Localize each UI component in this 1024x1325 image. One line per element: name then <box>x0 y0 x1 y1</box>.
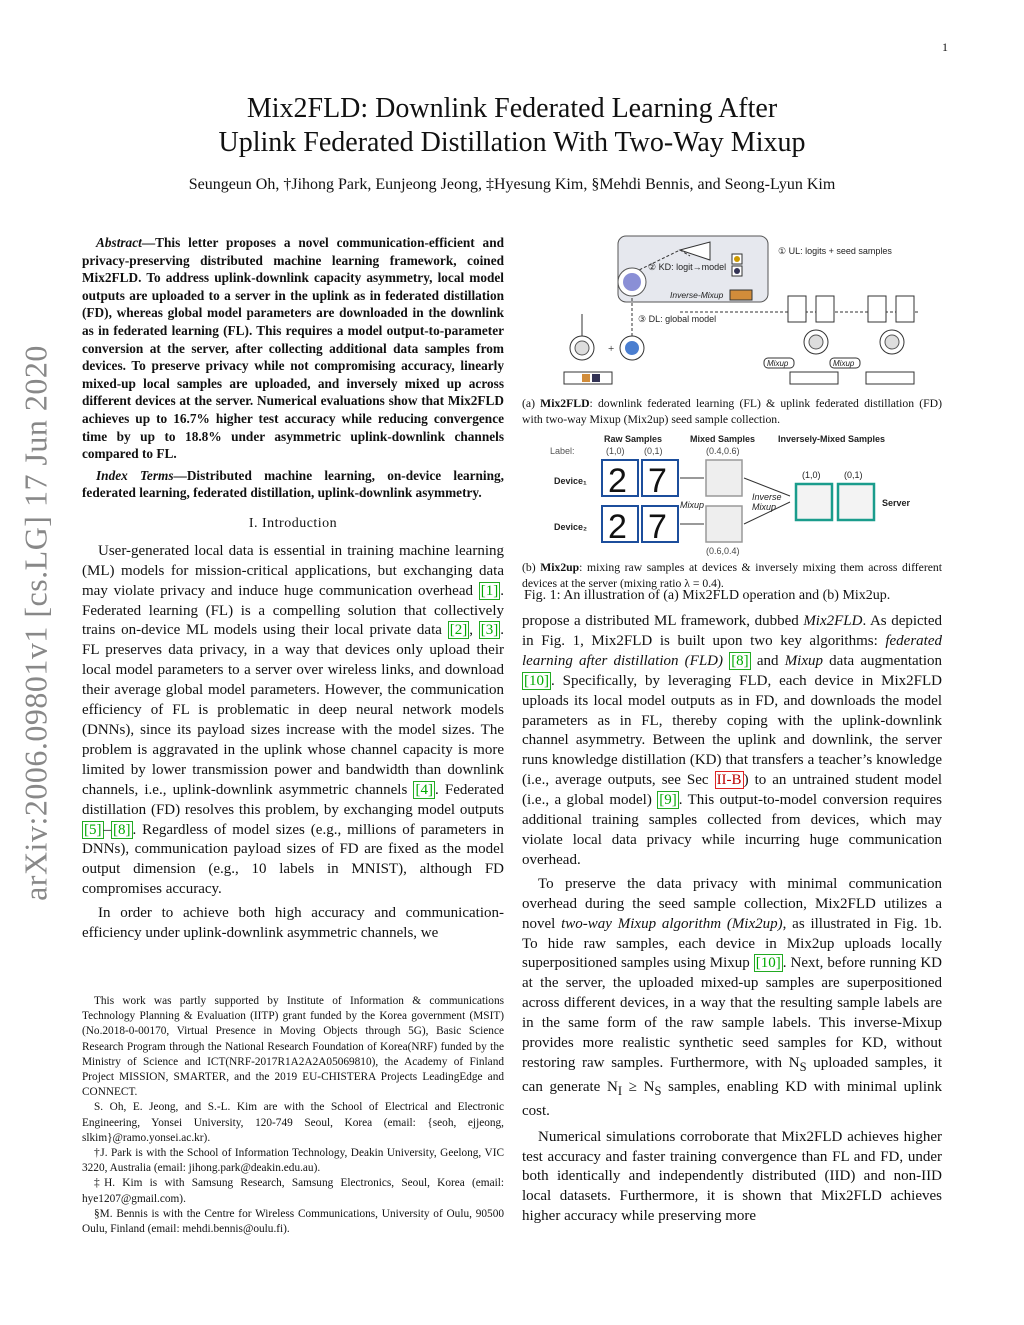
figure-1-caption: Fig. 1: An illustration of (a) Mix2FLD operation and (b) Mix2up. <box>524 588 891 603</box>
logit-dot-icon <box>734 268 740 274</box>
mixed-samples <box>706 460 742 542</box>
label-raw-1: (1,0) <box>606 446 625 456</box>
body-text: data augmentation <box>823 652 942 669</box>
logit-dot-icon <box>734 256 740 262</box>
kd-label: ② KD: logit→model <box>648 262 727 272</box>
footnote-samsung: ‡H. Kim is with Samsung Research, Samsung Electronics, Seoul, Korea (email: hye1207@gmail.com). <box>82 1177 504 1205</box>
header-inverse-samples: Inversely-Mixed Samples <box>778 434 886 444</box>
body-text: propose a distributed ML framework, dubbed <box>522 613 804 629</box>
intro-text: . Regardless of model sizes (e.g., millions of parameters in DNNs), communication payload sizes of FD are fixed as the model output dimension (e.g., 10 labels in MNIST), although FD compromises accuracy. <box>82 821 504 898</box>
inverse-label: Inverse <box>752 492 782 502</box>
uplink-label: ① UL: logits + seed samples <box>778 246 892 256</box>
figure-1a-diagram <box>520 232 944 392</box>
device-1-label: Device₁ <box>554 476 587 486</box>
mixed-frame <box>706 460 742 496</box>
logit-card-icon <box>896 296 914 322</box>
caption-label: (a) <box>522 397 541 410</box>
digit-2-image: 2 <box>608 508 627 546</box>
title-line-2: Uplink Federated Distillation With Two-Way Mixup <box>218 127 806 158</box>
local-data-box <box>866 372 914 384</box>
intro-text: User-generated local data is essential in training machine learning (ML) models for mission-critical applications, but exchanging data may violate privacy and induce huge communication overhead <box>82 542 504 599</box>
index-terms-label: Index Terms <box>96 467 174 483</box>
index-terms-text: —Distributed machine learning, on-device learning, federated learning, federated distillation, uplink-downlink asymmetry. <box>82 467 504 501</box>
logit-card-icon <box>788 296 806 322</box>
digit-7-image: 7 <box>648 462 667 500</box>
label-mixed-1: (0.4,0.6) <box>706 446 740 456</box>
caption-text: : downlink federated learning (FL) & uplink federated distillation (FD) with two-way Mixup (Mix2up) seed sample collection. <box>522 397 942 426</box>
label-raw-2: (0,1) <box>644 446 663 456</box>
digit-7-image: 7 <box>648 508 667 546</box>
intro-text: . FL preserves data privacy, in a way that devices only upload their local model parameters to a server over wireless links, and download their average global model parameters. However, the communication efficiency of FL is problematic in deep neural network models (DNNs), since its payload sizes increase with the model sizes. The problem is aggravated in the uplink whose channel capacity is more limited by lower transmission power and bandwidth than downlink channels, i.e., uplink-downlink asymmetric channels <box>82 622 505 798</box>
body-text: . This output-to-model conversion requires additional training samples collected from devices, which may violate local data privacy while incurring huge communication overhead. <box>522 792 942 868</box>
body-emphasis: two-way Mixup algorithm (Mix2up) <box>561 915 783 932</box>
right-paragraph-2 <box>522 875 942 1122</box>
caption-text: : mixing raw samples at devices & inversely mixing them across different devices at the server (mixing ratio λ = 0.4). <box>522 561 942 590</box>
page-number: 1 <box>942 40 948 54</box>
paper-title <box>0 92 1024 160</box>
body-text: and <box>750 652 785 669</box>
logit-card-icon <box>868 296 886 322</box>
right-paragraph-1 <box>522 612 942 871</box>
body-text: , as illustrated in Fig. 1b. To hide raw samples, each device in Mix2up uploads locally superpositioned samples using Mixup <box>522 915 942 972</box>
footnote-deakin: †J. Park is with the School of Information Technology, Deakin University, Geelong, VIC 3220, Australia (email: jihong.park@deakin.edu.au). <box>82 1147 504 1175</box>
logit-card-icon <box>816 296 834 322</box>
body-text: . Next, before running KD at the server, the uploaded mixed-up samples are superpositioned across different devices, in a way that the resulting sample labels are in the same form of the raw sample labels. This inverse-Mixup provides more realistic synthetic seed samples for KD, without restoring raw samples. Furthermore, with N <box>522 955 942 1071</box>
subscript: S <box>799 1059 807 1074</box>
abstract-text: —This letter proposes a novel communication-efficient and privacy-preserving distributed machine learning framework, coined Mix2FLD. To address uplink-downlink capacity asymmetry, local model outputs are uploaded to a server in the uplink as in federated distillation (FD), whereas global model parameters are downloaded in the downlink as in federated learning (FL). This requires a model output-to-parameter conversion at the server, after collecting additional data samples from devices. To preserve privacy while not compromising accuracy, linearly mixed-up local samples are uploaded, and inversely mixed up across different devices at the server. Numerical evaluations show that Mix2FLD achieves up to 16.7% higher test accuracy while reducing convergence time by up to 18.8% under asymmetric uplink-downlink channels compared to FL. <box>82 235 504 462</box>
figure-1b-diagram <box>540 432 940 560</box>
arxiv-identifier: arXiv:2006.09801v1 [cs.LG] 17 Jun 2020 <box>17 345 54 901</box>
citation-link[interactable]: [10] <box>524 672 549 689</box>
section-heading: I. Introduction <box>248 515 338 531</box>
citation-link[interactable]: [8] <box>731 652 749 669</box>
footnote-yonsei: S. Oh, E. Jeong, and S.-L. Kim are with the School of Electrical and Electronic Engineering, Yonsei University, 120-749 Seoul, Korea (email: {seoh, ejjeong, slkim}@ramo.yonsei.ac.kr). <box>82 1101 504 1144</box>
body-text: samples, enabling KD with minimal uplink cost. <box>522 1078 942 1119</box>
figure-1a-caption <box>522 396 942 427</box>
body-text: . Specifically, by leveraging FLD, each device in Mix2FLD uploads its local model outputs as in FD, and downloads the model parameters as in FL, thereby coping with the uplink-downlink channel asymmetry. Between the uplink and downlink, the server runs knowledge distillation (KD) that transfers a teacher’s knowledge (i.e., average outputs, see Sec <box>522 672 942 789</box>
citation-link[interactable]: [5] <box>84 821 102 838</box>
footnote-oulu: §M. Bennis is with the Centre for Wireless Communications, University of Oulu, 90500 Oulu, Finland (email: mehdi.bennis@oulu.fi). <box>82 1207 504 1236</box>
caption-bold: Mix2FLD <box>540 397 590 410</box>
body-emphasis: federated learning after distillation (FLD) <box>522 632 942 669</box>
neural-net-icon <box>623 273 641 291</box>
citation-link[interactable]: [10] <box>755 955 781 972</box>
label-inverse-1: (1,0) <box>802 470 821 480</box>
footnotes <box>82 994 504 1237</box>
section-link[interactable]: II-B <box>716 772 742 789</box>
neural-net-icon <box>885 335 899 349</box>
left-column <box>82 234 504 944</box>
local-data-box <box>790 372 838 384</box>
citation-link[interactable]: [9] <box>659 792 677 809</box>
intro-paragraph-2: In order to achieve both high accuracy and communication-efficiency under uplink-downlink asymmetric channels, we <box>82 905 504 942</box>
body-text: . As depicted in Fig. 1, Mix2FLD is built upon two key algorithms: <box>522 613 942 649</box>
header-mixed-samples: Mixed Samples <box>690 434 756 444</box>
citation-link[interactable]: [3] <box>480 622 499 639</box>
raw-samples <box>602 460 678 546</box>
inverse-mixup-label: Inverse-Mixup <box>670 290 724 300</box>
device-2-label: Device₂ <box>554 522 588 532</box>
title-line-1: Mix2FLD: Downlink Federated Learning After <box>246 93 778 124</box>
body-text: To preserve the data privacy with minimal communication overhead during the seed sample collection, Mix2FLD utilizes a novel <box>522 875 942 932</box>
right-paragraph-3: Numerical simulations corroborate that Mix2FLD achieves higher test accuracy and faster training convergence than FL and FD, under both identically and independently distributed (IID) and non-IID local datasets. Furthermore, it is shown that Mix2FLD achieves higher accuracy while preserving more <box>522 1128 942 1225</box>
right-column <box>522 612 942 1227</box>
server-label: Server <box>882 498 911 508</box>
citation-link[interactable]: [1] <box>480 582 499 599</box>
intro-text: . Federated distillation (FD) resolves this problem, by exchanging model outputs <box>82 781 504 818</box>
neural-net-icon <box>809 335 823 349</box>
abstract-label: Abstract <box>96 235 142 250</box>
label-inverse-2: (0,1) <box>844 470 863 480</box>
inverse-mixup-label: Mixup <box>752 502 777 512</box>
body-emphasis: Mixup <box>784 652 824 669</box>
intro-text: . Federated learning (FL) is a compelling solution that collectively trains on-device ML models using their local private data <box>82 582 504 639</box>
mixup-label-2: Mixup <box>833 359 855 368</box>
label-word: Label: <box>550 446 575 456</box>
label-mixed-2: (0.6,0.4) <box>706 546 740 556</box>
mixup-label-1: Mixup <box>767 359 789 368</box>
subscript: S <box>654 1083 662 1098</box>
inverse-frame <box>796 484 832 520</box>
plus-sign: + <box>608 343 615 355</box>
downlink-label: ③ DL: global model <box>638 314 717 324</box>
digit-2-image: 2 <box>608 462 627 500</box>
inverse-frame <box>838 484 874 520</box>
citation-link[interactable]: [4] <box>415 781 433 798</box>
index-terms <box>82 467 504 502</box>
arxiv-sidebar <box>12 328 60 918</box>
neural-net-icon <box>625 341 639 355</box>
caption-label: (b) <box>522 561 541 574</box>
inverse-samples <box>796 484 874 520</box>
sample-icon <box>582 374 590 382</box>
author-list: Seungeun Oh, †Jihong Park, Eunjeong Jeong, ‡Hyesung Kim, §Mehdi Bennis, and Seong-Lyun Kim <box>188 176 836 193</box>
abstract <box>82 234 504 463</box>
seed-sample-icon <box>730 290 752 300</box>
intro-paragraph-1: User-generated local data is essential in training machine learning (ML) models for mission-critical applications, but exchanging data may violate privacy and induce huge communication overhead [1] . Federated learning (FL) is a compelling solution that collectively trains on-device ML models using their local private data [2] , [3] . FL preserves data privacy, in a way that devices only upload their local model parameters to a server over wireless links, and download their average global model parameters. However, the communication efficiency of FL is problematic in deep neural network models (DNNs), since its payload sizes increase with the model sizes. The problem is aggravated in the uplink whose channel capacity is more limited by lower transmission power and bandwidth than downlink channels, i.e., uplink-downlink asymmetric channels [4] . Federated distillation (FD) resolves this problem, by exchanging model outputs [5] – [8] . Regardless of model sizes (e.g., millions of parameters in DNNs), communication payload sizes of FD are fixed as the model output dimension (e.g., 10 labels in MNIST), although FD compromises accuracy. <box>82 542 505 898</box>
body-text: uploaded samples, it can generate N <box>522 1054 942 1095</box>
citation-link[interactable]: [2] <box>449 622 468 639</box>
mixup-label: Mixup <box>680 500 705 510</box>
citation-link[interactable]: [8] <box>113 821 131 838</box>
header-raw-samples: Raw Samples <box>604 434 663 444</box>
subscript: I <box>617 1083 623 1098</box>
body-emphasis: Mix2FLD <box>803 613 863 629</box>
figure-1b-caption <box>522 560 942 591</box>
sample-icon <box>592 374 600 382</box>
body-text: ≥ N <box>622 1078 655 1095</box>
neural-net-icon <box>575 341 589 355</box>
footnote-funding: This work was partly supported by Institute of Information & communications Technology Planning & Evaluation (IITP) grant funded by the Korea government (MSIT) (No.2018-0-00170, Virtual Presence in Moving Objects through 5G), Basic Science Research Program through the National Research Foundation of Korea(NRF) funded by the Ministry of Science and ICT(NRF-2017R1A2A2A05069810), the Academy of Finland Project MISSION, SMARTER, and the 2019 EU-CHISTERA Projects LeadingEdge and CONNECT. <box>82 995 504 1099</box>
caption-bold: Mix2up <box>540 561 580 574</box>
mixed-frame <box>706 506 742 542</box>
body-text: ) to an untrained student model (i.e., a global model) <box>522 772 942 809</box>
